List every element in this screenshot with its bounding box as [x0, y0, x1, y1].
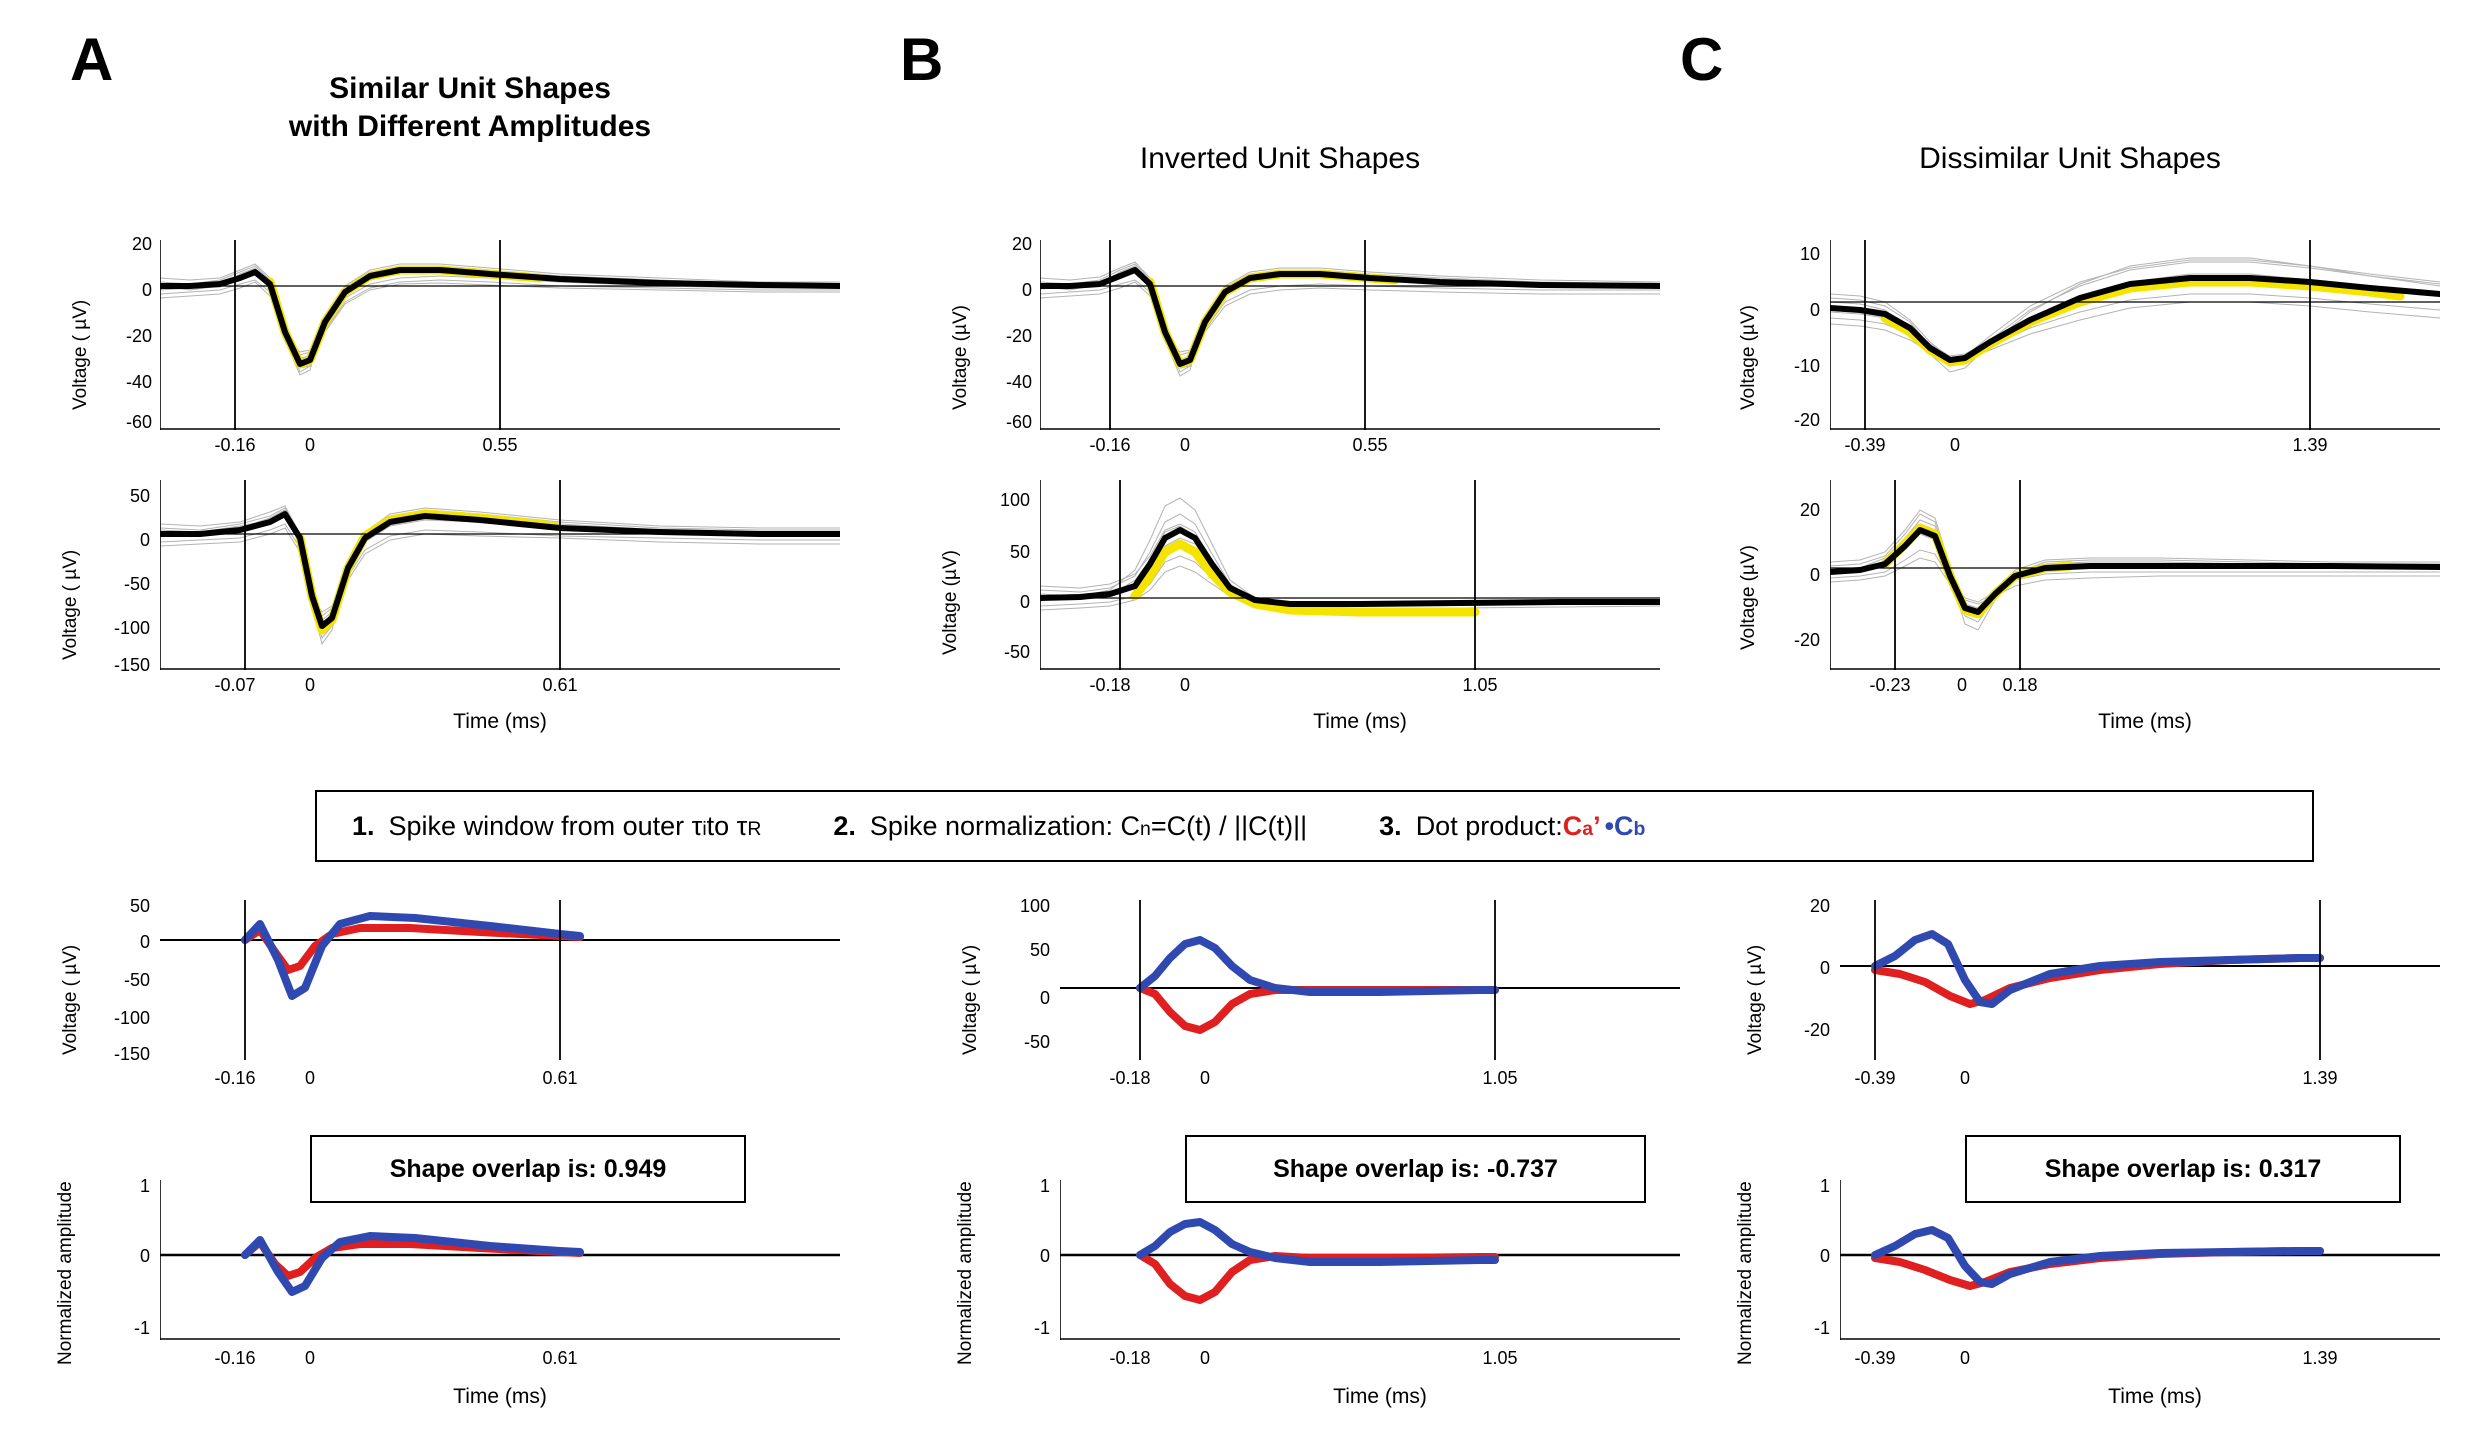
waveform-c-unit1 — [1830, 240, 2440, 430]
step-3-ca-sub: a — [1582, 817, 1594, 840]
ytick: -60 — [1005, 412, 1032, 432]
ytick: 1 — [1819, 1176, 1830, 1196]
xtick: 0 — [1179, 675, 1190, 695]
xtick: 0 — [304, 1068, 315, 1088]
ytick: 100 — [999, 490, 1030, 510]
ytick: -100 — [113, 618, 150, 638]
panel-c-letter: C — [1680, 26, 1724, 93]
panel-a-title-line2: with Different Amplitudes — [288, 109, 652, 143]
plot-c-second — [1738, 480, 2440, 733]
plot-b-fourth-xlabel: Time (ms) — [1333, 1385, 1427, 1408]
plot-a-fourth-ylabel: Normalized amplitude — [55, 1181, 76, 1365]
plot-b-normalized — [955, 1176, 1680, 1408]
xtick: -0.18 — [1109, 1068, 1151, 1088]
step-3-prime: ’ — [1593, 810, 1601, 841]
xtick: -0.39 — [1854, 1068, 1896, 1088]
ytick: -50 — [1003, 642, 1030, 662]
xtick: -0.18 — [1089, 675, 1131, 695]
overlap-box-c — [1965, 1135, 2401, 1203]
xtick: 1.05 — [1482, 1348, 1518, 1368]
overlay-a-normalized — [160, 1180, 840, 1340]
panel-c-title-line1: Dissimilar Unit Shapes — [1919, 142, 2221, 175]
ytick: 0 — [1809, 300, 1820, 320]
ytick: 20 — [131, 234, 152, 254]
overlay-b-raw — [1060, 900, 1680, 1060]
xtick: 0 — [304, 675, 315, 695]
ytick: 50 — [129, 486, 150, 506]
xtick: 0 — [1199, 1348, 1210, 1368]
plot-c-normalized — [1735, 1176, 2440, 1408]
overlap-label-c: Shape overlap is: 0.317 — [2044, 1154, 2322, 1183]
step-2-sub-n: n — [1140, 817, 1151, 840]
plot-c-second-xlabel: Time (ms) — [2098, 710, 2192, 733]
step-1-text-a: Spike window from outer τ — [388, 810, 703, 841]
step-3 — [1379, 811, 1645, 842]
ytick: 0 — [141, 280, 152, 300]
overlap-label-a: Shape overlap is: 0.949 — [389, 1154, 667, 1183]
panel-b-title-line1: Inverted Unit Shapes — [1139, 142, 1421, 175]
ytick: 0 — [1039, 1246, 1050, 1266]
ytick: 50 — [129, 896, 150, 916]
xtick: 1.05 — [1462, 675, 1498, 695]
xtick: 0.61 — [542, 675, 578, 695]
step-2 — [833, 811, 1307, 842]
xtick: 0 — [1949, 435, 1960, 455]
xtick: -0.07 — [214, 675, 256, 695]
step-1 — [352, 811, 761, 842]
plot-b-second-xlabel: Time (ms) — [1313, 710, 1407, 733]
plot-a-second-ylabel: Voltage ( µV) — [60, 549, 81, 660]
ytick: 0 — [1019, 592, 1030, 612]
panel-a-letter: A — [70, 26, 114, 93]
plot-c-third-ylabel: Voltage ( µV) — [1745, 944, 1766, 1055]
ytick: 0 — [1039, 988, 1050, 1008]
xtick: 0.55 — [1352, 435, 1388, 455]
plot-a-fourth-xlabel: Time (ms) — [453, 1385, 547, 1408]
ytick: -50 — [123, 574, 150, 594]
ytick: -20 — [1793, 410, 1820, 430]
overlap-label-b: Shape overlap is: -0.737 — [1273, 1154, 1558, 1183]
xtick: 0 — [304, 435, 315, 455]
ytick: 0 — [139, 530, 150, 550]
xtick: -0.39 — [1854, 1348, 1896, 1368]
xtick: 1.39 — [2292, 435, 2328, 455]
xtick: 0 — [1179, 435, 1190, 455]
waveform-b-unit2 — [1040, 480, 1660, 670]
ytick: 0 — [1819, 958, 1830, 978]
ytick: -1 — [1033, 1318, 1050, 1338]
plot-a-top — [70, 234, 840, 455]
ytick: -150 — [113, 1044, 150, 1064]
xtick: -0.39 — [1844, 435, 1886, 455]
plot-c-top-ylabel: Voltage (µV) — [1738, 305, 1759, 410]
ytick: -40 — [125, 372, 152, 392]
xtick: -0.23 — [1869, 675, 1911, 695]
plot-a-third-ylabel: Voltage ( µV) — [60, 944, 81, 1055]
overlap-box-b — [1185, 1135, 1646, 1203]
overlay-c-raw — [1840, 900, 2440, 1060]
xtick: -0.16 — [214, 1348, 256, 1368]
ytick: 0 — [1021, 280, 1032, 300]
plot-b-top — [950, 234, 1660, 455]
xtick: 1.39 — [2302, 1348, 2338, 1368]
panel-c-title — [1790, 140, 2350, 178]
panel-b-letter: B — [900, 26, 944, 93]
step-3-text-a: Dot product: — [1415, 810, 1563, 841]
step-3-number: 3. — [1379, 810, 1402, 841]
xtick: 0 — [1199, 1068, 1210, 1088]
ytick: 100 — [1019, 896, 1050, 916]
ytick: 0 — [139, 932, 150, 952]
ytick: 50 — [1029, 940, 1050, 960]
ytick: -60 — [125, 412, 152, 432]
xtick: -0.16 — [214, 1068, 256, 1088]
plot-c-second-ylabel: Voltage (µV) — [1738, 545, 1759, 650]
plot-c-fourth-xlabel: Time (ms) — [2108, 1385, 2202, 1408]
step-3-cb: C — [1614, 810, 1634, 841]
plot-b-second — [940, 480, 1660, 733]
xtick: 0.18 — [2002, 675, 2038, 695]
ytick: -20 — [1793, 630, 1820, 650]
waveform-b-unit1 — [1040, 240, 1660, 430]
xtick: 0 — [304, 1348, 315, 1368]
plot-b-overlay — [960, 896, 1680, 1088]
ytick: -20 — [1005, 326, 1032, 346]
ytick: 20 — [1011, 234, 1032, 254]
ytick: -100 — [113, 1008, 150, 1028]
step-1-sub-i: i — [702, 817, 707, 840]
plot-c-fourth-ylabel: Normalized amplitude — [1735, 1181, 1756, 1365]
ytick: 0 — [1809, 565, 1820, 585]
plot-b-second-ylabel: Voltage (µV) — [940, 550, 961, 655]
ytick: -50 — [1023, 1032, 1050, 1052]
ytick: -40 — [1005, 372, 1032, 392]
ytick: -20 — [125, 326, 152, 346]
xtick: -0.18 — [1109, 1348, 1151, 1368]
panel-b-title — [1010, 140, 1550, 178]
plot-a-overlay — [60, 896, 840, 1088]
overlay-b-normalized — [1060, 1180, 1680, 1340]
steps-box — [315, 790, 2314, 862]
plot-b-third-ylabel: Voltage ( µV) — [960, 944, 981, 1055]
ytick: -150 — [113, 655, 150, 675]
panel-a-title-line1: Similar Unit Shapes — [329, 72, 611, 105]
plot-a-top-ylabel: Voltage ( µV) — [70, 299, 91, 410]
ytick: -10 — [1793, 356, 1820, 376]
waveform-c-unit2 — [1830, 480, 2440, 670]
plot-b-fourth-ylabel: Normalized amplitude — [955, 1181, 976, 1365]
xtick: 0 — [1959, 1068, 1970, 1088]
xtick: 1.05 — [1482, 1068, 1518, 1088]
ytick: -1 — [1813, 1318, 1830, 1338]
ytick: 20 — [1799, 500, 1820, 520]
overlay-a-raw — [160, 900, 840, 1060]
step-3-ca: C — [1562, 810, 1583, 841]
ytick: -20 — [1803, 1020, 1830, 1040]
xtick: 0.55 — [482, 435, 518, 455]
xtick: 0 — [1956, 675, 1967, 695]
step-2-text-a: Spike normalization: C — [869, 810, 1141, 841]
plot-c-top — [1738, 240, 2440, 455]
plot-a-second — [60, 480, 840, 733]
waveform-a-unit2 — [160, 480, 840, 670]
step-2-number: 2. — [833, 810, 856, 841]
step-1-sub-r: R — [747, 817, 762, 840]
waveform-a-unit1 — [160, 240, 840, 430]
xtick: 0 — [1959, 1348, 1970, 1368]
overlay-c-normalized — [1840, 1180, 2440, 1340]
ytick: 50 — [1009, 542, 1030, 562]
step-2-text-b: =C(t) / ||C(t)|| — [1150, 810, 1308, 841]
plot-b-top-ylabel: Voltage (µV) — [950, 305, 971, 410]
ytick: 1 — [139, 1176, 150, 1196]
xtick: -0.16 — [214, 435, 256, 455]
ytick: 0 — [1819, 1246, 1830, 1266]
ytick: 1 — [1039, 1176, 1050, 1196]
plot-c-overlay — [1745, 896, 2440, 1088]
xtick: 1.39 — [2302, 1068, 2338, 1088]
plot-a-second-xlabel: Time (ms) — [453, 710, 547, 733]
ytick: -1 — [133, 1318, 150, 1338]
step-3-cb-sub: b — [1633, 817, 1646, 840]
panel-a-title — [210, 70, 730, 145]
step-1-number: 1. — [352, 810, 375, 841]
ytick: 10 — [1799, 244, 1820, 264]
ytick: 20 — [1809, 896, 1830, 916]
xtick: 0.61 — [542, 1348, 578, 1368]
ytick: -50 — [123, 970, 150, 990]
overlap-box-a — [310, 1135, 746, 1203]
plot-a-normalized — [55, 1176, 840, 1408]
step-1-text-b: to τ — [706, 810, 748, 841]
step-3-dot: • — [1604, 810, 1615, 841]
xtick: 0.61 — [542, 1068, 578, 1088]
xtick: -0.16 — [1089, 435, 1131, 455]
ytick: 0 — [139, 1246, 150, 1266]
